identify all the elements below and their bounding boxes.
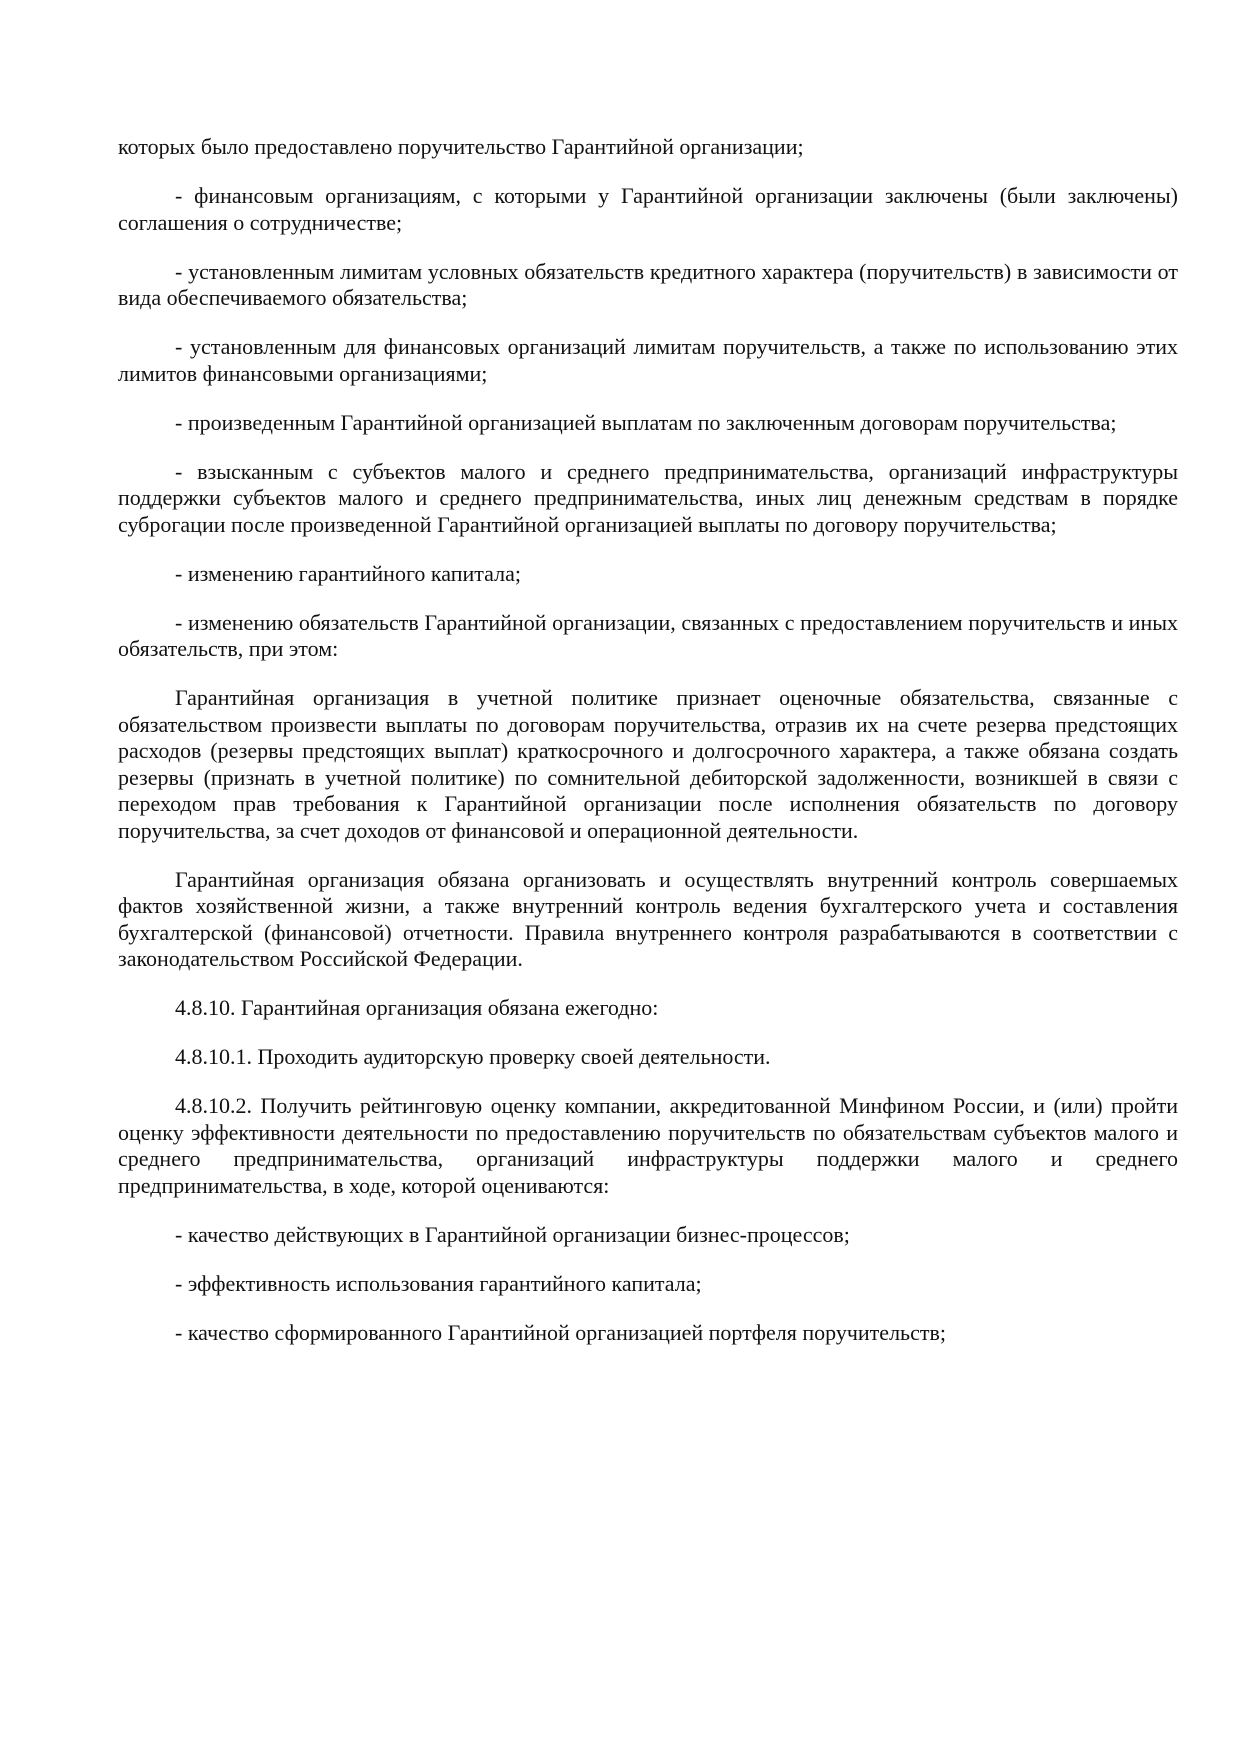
paragraph: Гарантийная организация в учетной политике признает оценочные обязательства, связанные с обязательством произвести выплаты по договорам поручительства, отразив их на счете резерва предстоящих расходов (резервы предстоящих выплат) краткосрочного и долгосрочного характера, а также обязана создать резервы (признать в учетной политике) по сомнительной дебиторской задолженности, возникшей в связи с переходом прав требования к Гарантийной организации после исполнения обязательств по договору поручительства, за счет доходов от финансовой и операционной деятельности.: [118, 685, 1178, 843]
list-item: - взысканным с субъектов малого и среднего предпринимательства, организаций инфраструктуры поддержки субъектов малого и среднего предпринимательства, иных лиц денежным средствам в порядке суброгации после произведенной Гарантийной организацией выплаты по договору поручительства;: [118, 458, 1178, 537]
list-item: - установленным лимитам условных обязательств кредитного характера (поручительств) в зависимости от вида обеспечиваемого обязательства;: [118, 258, 1178, 310]
list-item: - качество сформированного Гарантийной организацией портфеля поручительств;: [175, 1319, 946, 1345]
section-clause: 4.8.10. Гарантийная организация обязана ежегодно:: [175, 995, 659, 1020]
list-item: - произведенным Гарантийной организацией выплатам по заключенным договорам поручительства;: [175, 409, 1117, 435]
list-item: - установленным для финансовых организаций лимитам поручительств, а также по использованию этих лимитов финансовыми организациями;: [118, 334, 1178, 386]
list-item: - качество действующих в Гарантийной организации бизнес-процессов;: [175, 1221, 850, 1247]
section-clause: 4.8.10.1. Проходить аудиторскую проверку своей деятельности.: [175, 1044, 771, 1069]
list-item: - финансовым организациям, с которыми у Гарантийной организации заключены (были заключены) соглашения о сотрудничестве;: [118, 183, 1178, 235]
document-page: [118, 134, 1178, 1369]
paragraph: которых было предоставлено поручительство Гарантийной организации;: [118, 134, 804, 159]
list-item: - изменению гарантийного капитала;: [175, 560, 521, 586]
section-clause: 4.8.10.2. Получить рейтинговую оценку компании, аккредитованной Минфином России, и (или) пройти оценку эффективности деятельности по предоставлению поручительств по обязательствам субъектов малого и среднего предпринимательства, организаций инфраструктуры поддержки малого и среднего предпринимательства, в ходе, которой оцениваются:: [118, 1093, 1178, 1198]
paragraph: Гарантийная организация обязана организовать и осуществлять внутренний контроль совершаемых фактов хозяйственной жизни, а также внутренний контроль ведения бухгалтерского учета и составления бухгалтерской (финансовой) отчетности. Правила внутреннего контроля разрабатываются в соответствии с законодательством Российской Федерации.: [118, 866, 1178, 971]
list-item: - эффективность использования гарантийного капитала;: [175, 1270, 702, 1296]
list-item: - изменению обязательств Гарантийной организации, связанных с предоставлением поручительств и иных обязательств, при этом:: [118, 609, 1178, 661]
